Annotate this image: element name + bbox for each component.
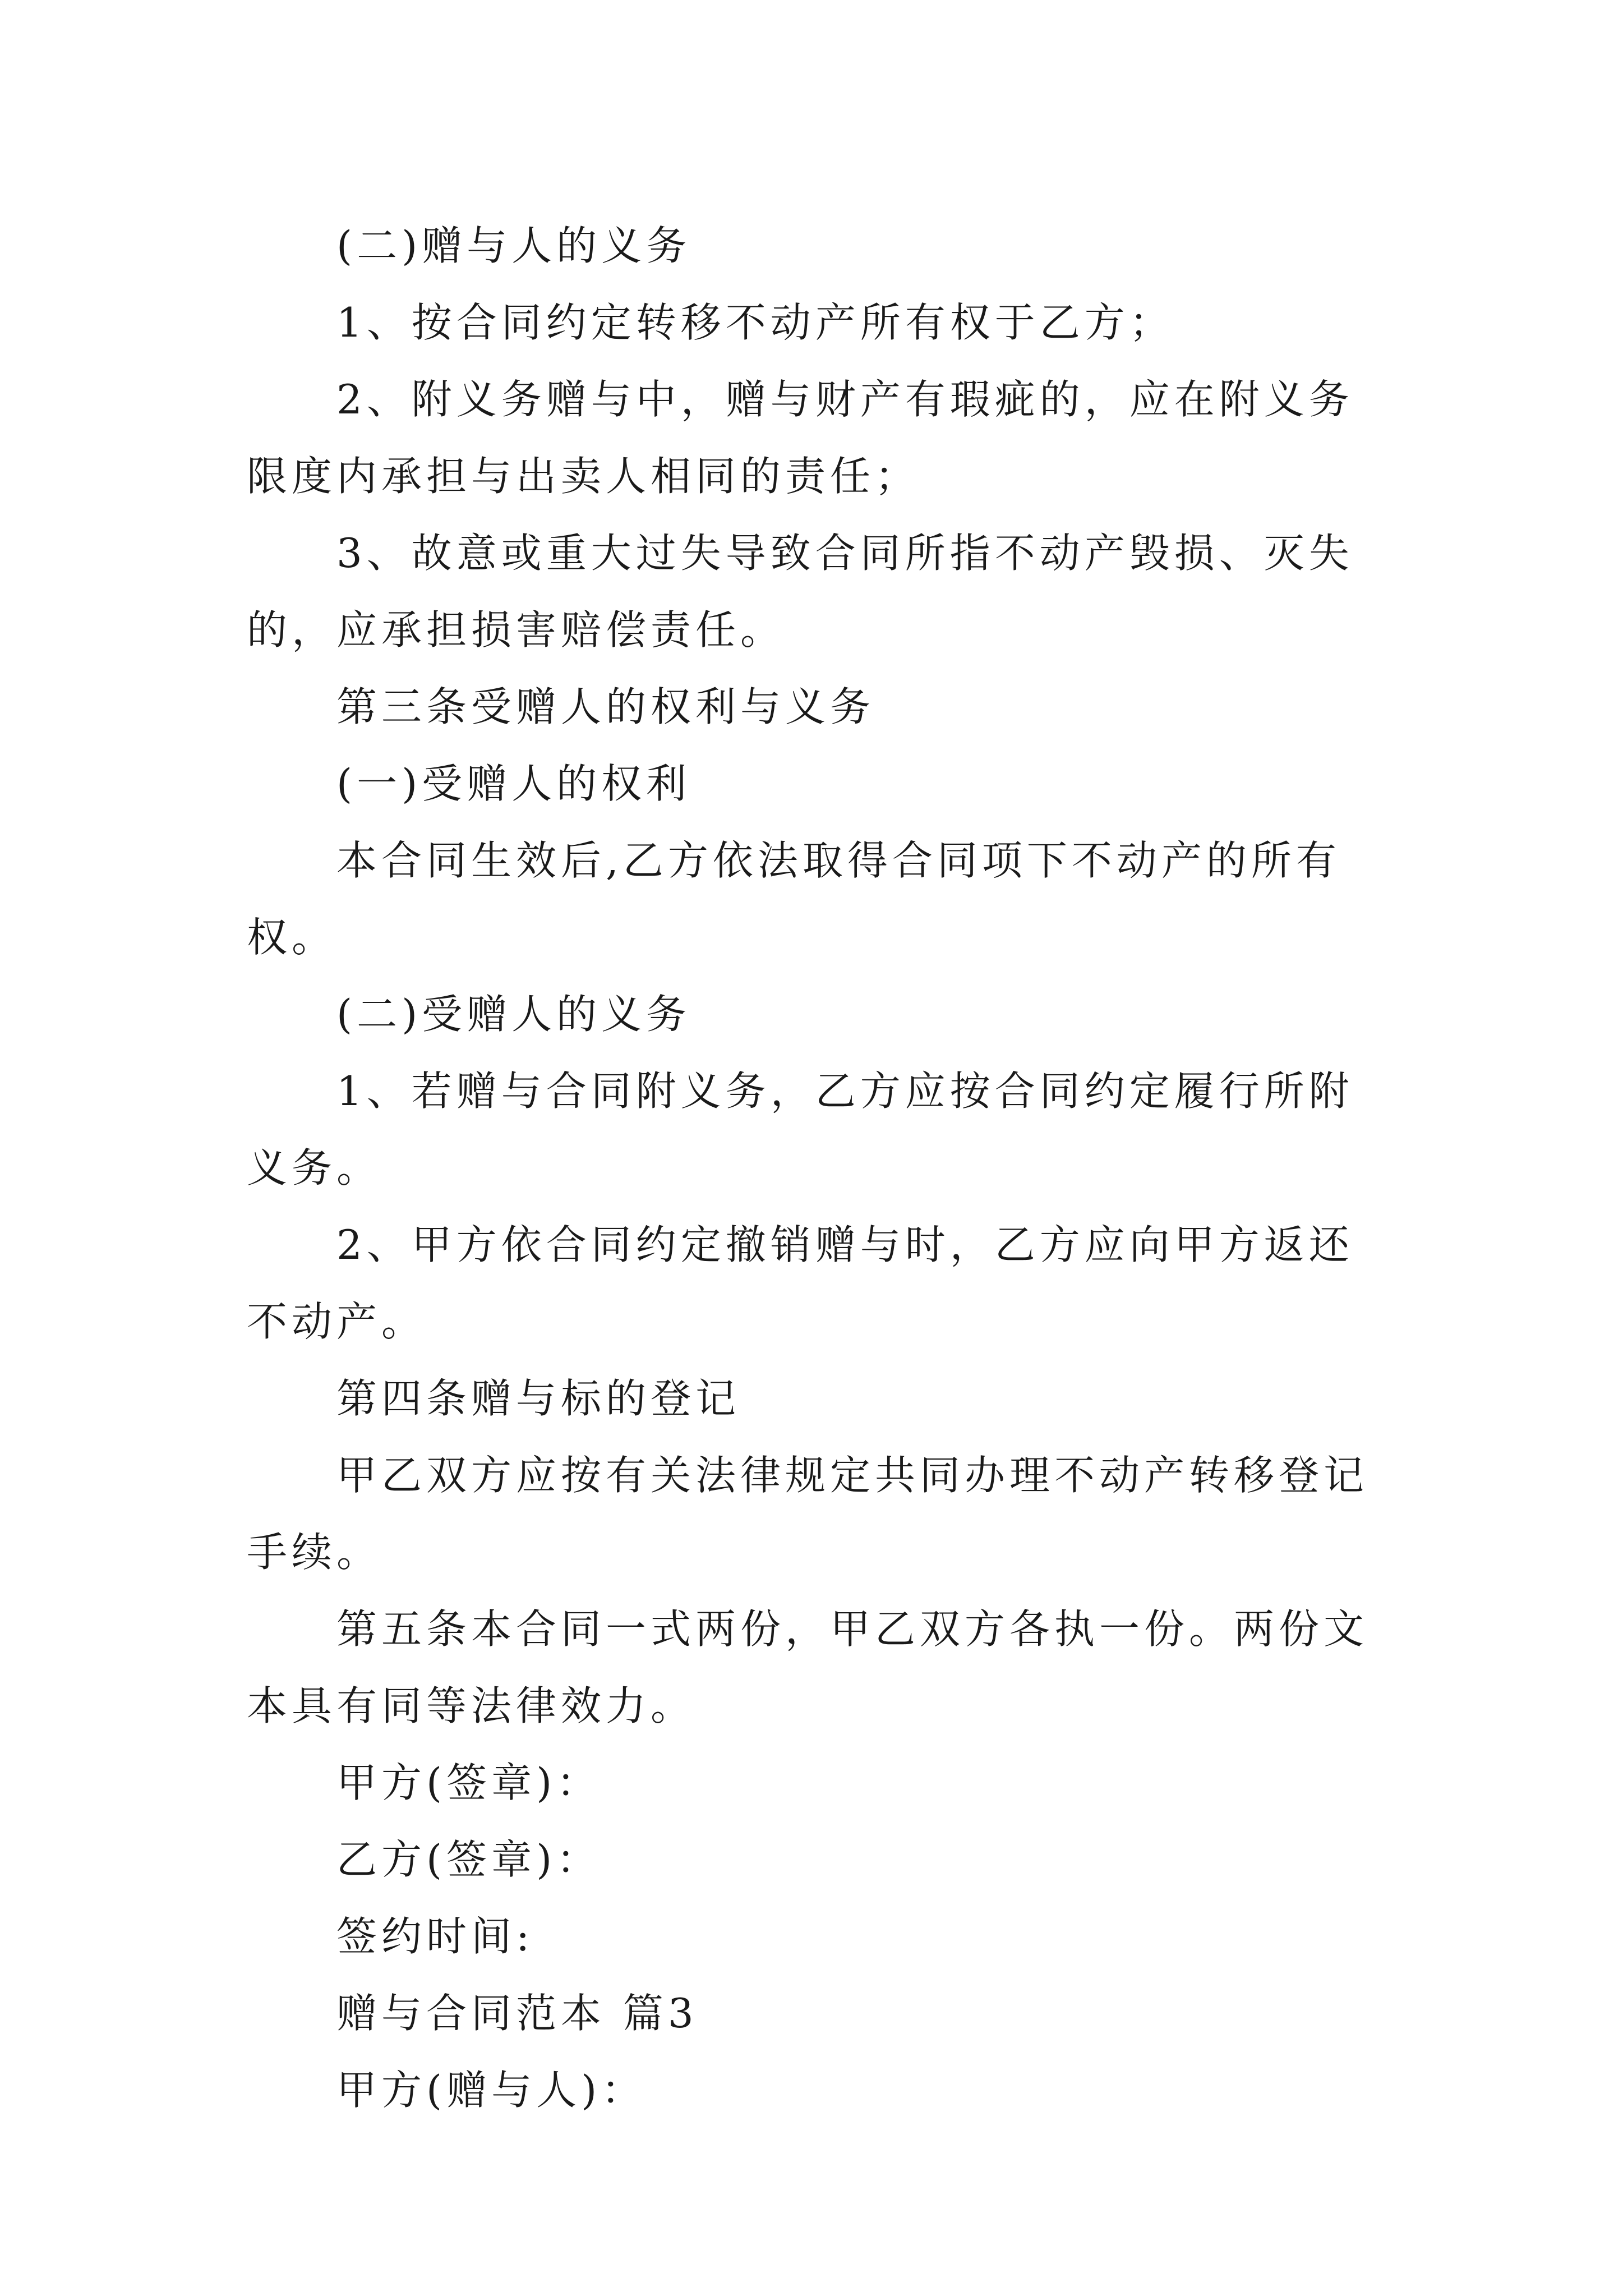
paragraph-donee-rights: 本合同生效后,乙方依法取得合同项下不动产的所有权。 — [247, 837, 1341, 961]
paragraph-registration: 甲乙双方应按有关法律规定共同办理不动产转移登记手续。 — [247, 1452, 1369, 1576]
paragraph-donee-obligation-2: 2、甲方依合同约定撤销赠与时，乙方应向甲方返还不动产。 — [247, 1221, 1354, 1345]
article-4-heading: 第四条赠与标的登记 — [336, 1375, 741, 1422]
document-body — [247, 208, 1385, 2129]
paragraph-obligation-1: 1、按合同约定转移不动产所有权于乙方； — [336, 299, 1174, 346]
party-b-signature-line: 乙方(签章)： — [336, 1836, 602, 1883]
paragraph-obligation-2: 2、附义务赠与中，赠与财产有瑕疵的，应在附义务限度内承担与出卖人相同的责任； — [247, 376, 1354, 500]
paragraph-donee-obligation-1: 1、若赠与合同附义务，乙方应按合同约定履行所附义务。 — [247, 1068, 1354, 1191]
article-5-paragraph: 第五条本合同一式两份，甲乙双方各执一份。两份文本具有同等法律效力。 — [247, 1605, 1369, 1729]
paragraph-donor-obligations-heading: (二)赠与人的义务 — [336, 222, 691, 269]
paragraph-obligation-3: 3、故意或重大过失导致合同所指不动产毁损、灭失的，应承担损害赔偿责任。 — [247, 530, 1354, 654]
paragraph-donee-rights-heading: (一)受赠人的权利 — [336, 760, 691, 807]
article-3-heading: 第三条受赠人的权利与义务 — [336, 683, 875, 730]
party-a-signature-line: 甲方(签章)： — [336, 1759, 602, 1806]
signing-date-line: 签约时间: — [336, 1913, 534, 1960]
paragraph-donee-obligations-heading: (二)受赠人的义务 — [336, 991, 691, 1038]
party-a-donor-line: 甲方(赠与人)： — [336, 2067, 647, 2114]
template-section-heading: 赠与合同范本 篇3 — [336, 1990, 698, 2037]
